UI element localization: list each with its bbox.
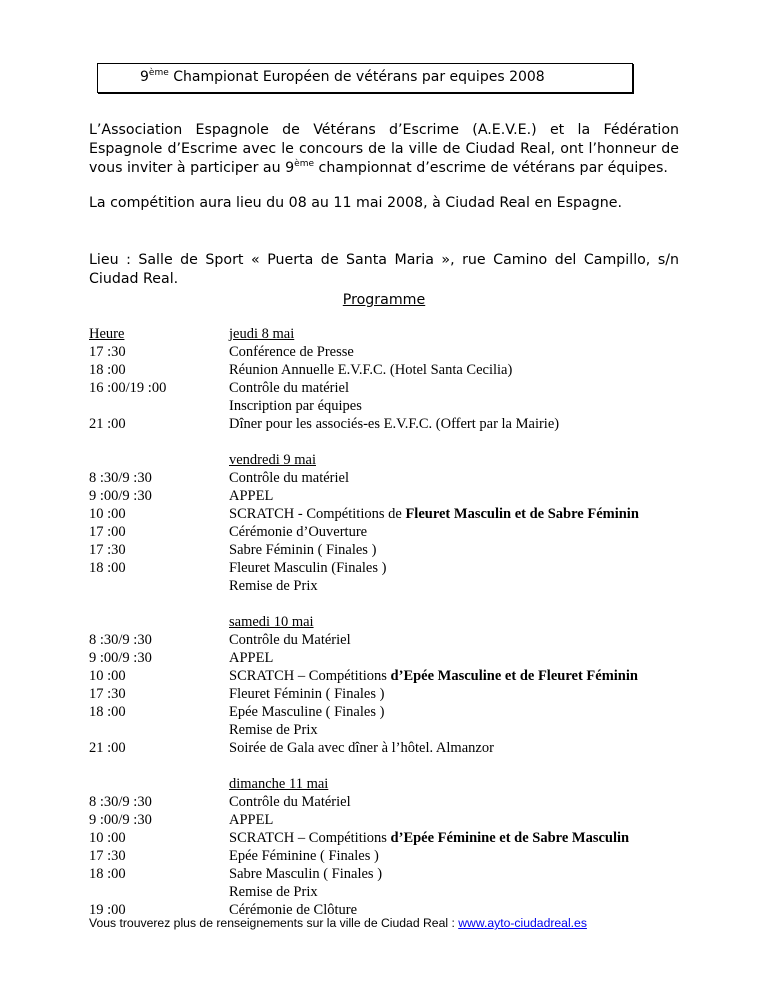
schedule-row [0,685,768,703]
schedule-event: Contrôle du Matériel [229,632,351,648]
schedule-event: Fleuret Masculin (Finales ) [229,560,387,576]
schedule-time: 8 :30/9 :30 [89,470,152,486]
schedule-time: 10 :00 [89,830,126,846]
schedule-row [0,721,768,739]
schedule-day-sunday [0,775,768,919]
schedule-row [0,541,768,559]
schedule-event: Soirée de Gala avec dîner à l’hôtel. Almanzor [229,740,494,756]
schedule-row [0,577,768,595]
schedule-row [0,415,768,433]
schedule-day-saturday [0,613,768,757]
day-heading: vendredi 9 mai [229,452,316,468]
schedule-event: Cérémonie de Clôture [229,902,358,918]
schedule-event: Inscription par équipes [229,398,362,414]
day-heading: jeudi 8 mai [229,326,295,342]
schedule-time: 10 :00 [89,668,126,684]
schedule-row [0,469,768,487]
schedule-event: Epée Masculine ( Finales ) [229,704,385,720]
day-heading: samedi 10 mai [229,614,314,630]
schedule-time: 9 :00/9 :30 [89,488,152,504]
schedule-time: 19 :00 [89,902,126,918]
schedule-row [0,847,768,865]
schedule-event: APPEL [229,812,274,828]
schedule-event: Dîner pour les associés-es E.V.F.C. (Offert par la Mairie) [229,416,560,432]
schedule-time: 8 :30/9 :30 [89,632,152,648]
schedule-event: Cérémonie d’Ouverture [229,524,368,540]
schedule-row [0,883,768,901]
schedule-row [0,649,768,667]
schedule-time: 8 :30/9 :30 [89,794,152,810]
footer-text: Vous trouverez plus de renseignements sur la ville de Ciudad Real : [89,916,459,930]
schedule-time: 18 :00 [89,704,126,720]
intro-paragraph [89,121,679,178]
venue-paragraph: Lieu : Salle de Sport « Puerta de Santa Maria », rue Camino del Campillo, s/n Ciudad Real. [89,252,679,287]
schedule-time: 18 :00 [89,560,126,576]
schedule-event: Epée Féminine ( Finales ) [229,848,379,864]
schedule-row [0,703,768,721]
schedule [0,325,768,937]
event-text: SCRATCH - Compétitions de [229,506,406,522]
schedule-day-thursday [0,325,768,433]
event-bold-text: Fleuret Masculin et de Sabre Féminin [405,506,639,522]
schedule-event: Sabre Masculin ( Finales ) [229,866,383,882]
schedule-time: 18 :00 [89,362,126,378]
schedule-event: Remise de Prix [229,884,318,900]
day-heading: dimanche 11 mai [229,776,329,792]
schedule-event [229,667,638,685]
schedule-time: 17 :30 [89,344,126,360]
schedule-event: Remise de Prix [229,578,318,594]
schedule-event: APPEL [229,488,274,504]
schedule-row [0,793,768,811]
schedule-row [0,613,768,631]
schedule-row [0,739,768,757]
schedule-row [0,865,768,883]
schedule-row [0,451,768,469]
intro-superscript: ème [294,159,315,169]
document-title [140,69,545,85]
event-text: SCRATCH – Compétitions [229,668,391,684]
schedule-row [0,379,768,397]
schedule-row [0,631,768,649]
schedule-time: 18 :00 [89,866,126,882]
schedule-time: 16 :00/19 :00 [89,380,167,396]
schedule-row [0,505,768,523]
dates-paragraph: La compétition aura lieu du 08 au 11 mai 2008, à Ciudad Real en Espagne. [89,195,622,211]
schedule-time: 9 :00/9 :30 [89,812,152,828]
schedule-time: 10 :00 [89,506,126,522]
schedule-time: 21 :00 [89,740,126,756]
schedule-time: 9 :00/9 :30 [89,650,152,666]
city-website-link[interactable]: www.ayto-ciudadreal.es [458,916,587,930]
event-text: SCRATCH – Compétitions [229,830,391,846]
schedule-row [0,361,768,379]
schedule-event [229,505,639,523]
schedule-row [0,523,768,541]
event-bold-text: d’Epée Féminine et de Sabre Masculin [390,830,630,846]
schedule-time: 17 :30 [89,686,126,702]
schedule-event: Conférence de Presse [229,344,354,360]
title-label: Championat Européen de vétérans par equipes 2008 [168,69,545,85]
schedule-event: Contrôle du Matériel [229,794,351,810]
programme-heading: Programme [342,292,426,308]
schedule-row [0,397,768,415]
schedule-event: APPEL [229,650,274,666]
intro-text-start: L’Association Espagnole de Vétérans d’Escrime (A.E.V.E.) et la Fédération Espagnole d’Escrime avec le concours de la ville de Ciudad Real, ont l’honneur de vous inviter à participer au 9 [89,122,679,176]
time-header: Heure [89,326,125,342]
schedule-event [229,829,629,847]
event-bold-text: d’Epée Masculine et de Fleuret Féminin [390,668,638,684]
title-number: 9 [140,69,149,85]
schedule-event: Remise de Prix [229,722,318,738]
schedule-time: 17 :30 [89,542,126,558]
schedule-time: 17 :30 [89,848,126,864]
schedule-day-friday [0,451,768,595]
schedule-row [0,559,768,577]
footer [89,916,587,930]
schedule-event: Sabre Féminin ( Finales ) [229,542,377,558]
schedule-row [0,487,768,505]
schedule-event: Réunion Annuelle E.V.F.C. (Hotel Santa Cecilia) [229,362,513,378]
schedule-event: Contrôle du matériel [229,470,349,486]
schedule-row [0,343,768,361]
schedule-time: 17 :00 [89,524,126,540]
schedule-row [0,667,768,685]
schedule-event: Contrôle du matériel [229,380,349,396]
schedule-row [0,775,768,793]
schedule-row [0,325,768,343]
schedule-time: 21 :00 [89,416,126,432]
schedule-event: Fleuret Féminin ( Finales ) [229,686,385,702]
schedule-row [0,811,768,829]
intro-text-end: championnat d’escrime de vétérans par équipes. [314,160,668,176]
title-superscript: ème [148,68,169,78]
schedule-row [0,829,768,847]
